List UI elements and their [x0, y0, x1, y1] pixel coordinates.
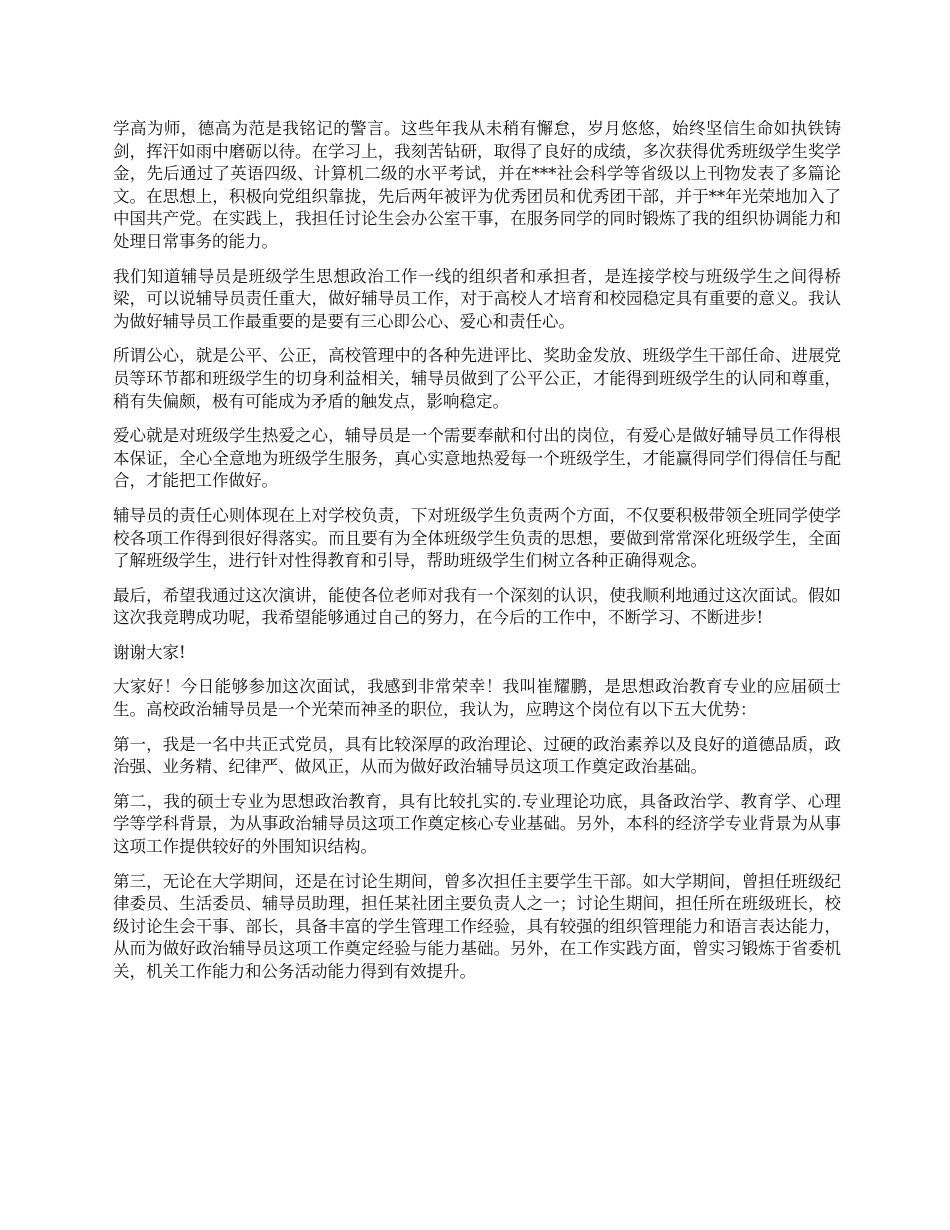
- paragraph-closing: 最后，希望我通过这次演讲，能使各位老师对我有一个深刻的认识，使我顺利地通过这次面试。假如这次我竞聘成功呢，我希望能够通过自己的努力，在今后的工作中，不断学习、不断进步!: [113, 585, 841, 628]
- document-body: [113, 118, 841, 996]
- paragraph-responsibility: 辅导员的责任心则体现在上对学校负责，下对班级学生负责两个方面，不仅要积极带领全班同学使学校各项工作得到很好得落实。而且要有为全体班级学生负责的思想，要做到常常深化班级学生，全面了解班级学生，进行针对性得教育和引导，帮助班级学生们树立各种正确得观念。: [113, 505, 841, 571]
- paragraph-greeting: 大家好！今日能够参加这次面试，我感到非常荣幸！我叫崔耀鹏，是思想政治教育专业的应届硕士生。高校政治辅导员是一个光荣而神圣的职位，我认为，应聘这个岗位有以下五大优势：: [113, 677, 841, 720]
- paragraph-advantage-2: 第二，我的硕士专业为思想政治教育，具有比较扎实的.专业理论功底，具备政治学、教育学、心理学等学科背景，为从事政治辅导员这项工作奠定核心专业基础。另外，本科的经济学专业背景为从事这项工作提供较好的外围知识结构。: [113, 791, 841, 857]
- paragraph-love: 爱心就是对班级学生热爱之心，辅导员是一个需要奉献和付出的岗位，有爱心是做好辅导员工作得根本保证，全心全意地为班级学生服务，真心实意地热爱每一个班级学生，才能赢得同学们得信任与配合，才能把工作做好。: [113, 426, 841, 491]
- paragraph-thanks: 谢谢大家!: [113, 642, 186, 662]
- paragraph-advantage-1: 第一，我是一名中共正式党员，具有比较深厚的政治理论、过硬的政治素养以及良好的道德品质，政治强、业务精、纪律严、做风正，从而为做好政治辅导员这项工作奠定政治基础。: [113, 734, 841, 777]
- paragraph-counselor-role: 我们知道辅导员是班级学生思想政治工作一线的组织者和承担者，是连接学校与班级学生之间得桥梁，可以说辅导员责任重大，做好辅导员工作，对于高校人才培育和校园稳定具有重要的意义。我认为做好辅导员工作最重要的是要有三心即公心、爱心和责任心。: [113, 266, 841, 331]
- paragraph-intro-achievements: 学高为师，德高为范是我铭记的警言。这些年我从未稍有懈怠，岁月悠悠，始终坚信生命如执铁铸剑，挥汗如雨中磨砺以待。在学习上，我刻苦钻研，取得了良好的成绩，多次获得优秀班级学生奖学金，先后通过了英语四级、计算机二级的水平考试，并在***社会科学等省级以上刊物发表了多篇论文。在思想上，积极向党组织靠拢，先后两年被评为优秀团员和优秀团干部，并于**年光荣地加入了中国共产党。在实践上，我担任讨论生会办公室干事，在服务同学的同时锻炼了我的组织协调能力和处理日常事务的能力。: [113, 119, 841, 251]
- paragraph-fairness: 所谓公心，就是公平、公正，高校管理中的各种先进评比、奖助金发放、班级学生干部任命、进展党员等环节都和班级学生的切身利益相关，辅导员做到了公平公正，才能得到班级学生的认同和尊重，稍有失偏颇，极有可能成为矛盾的触发点，影响稳定。: [113, 346, 841, 411]
- paragraph-advantage-3: 第三，无论在大学期间，还是在讨论生期间，曾多次担任主要学生干部。如大学期间，曾担任班级纪律委员、生活委员、辅导员助理，担任某社团主要负责人之一；讨论生期间，担任所在班级班长，校级讨论生会干事、部长，具备丰富的学生管理工作经验，具有较强的组织管理能力和语言表达能力，从而为做好政治辅导员这项工作奠定经验与能力基础。另外，在工作实践方面，曾实习锻炼于省委机关，机关工作能力和公务活动能力得到有效提升。: [113, 871, 841, 981]
